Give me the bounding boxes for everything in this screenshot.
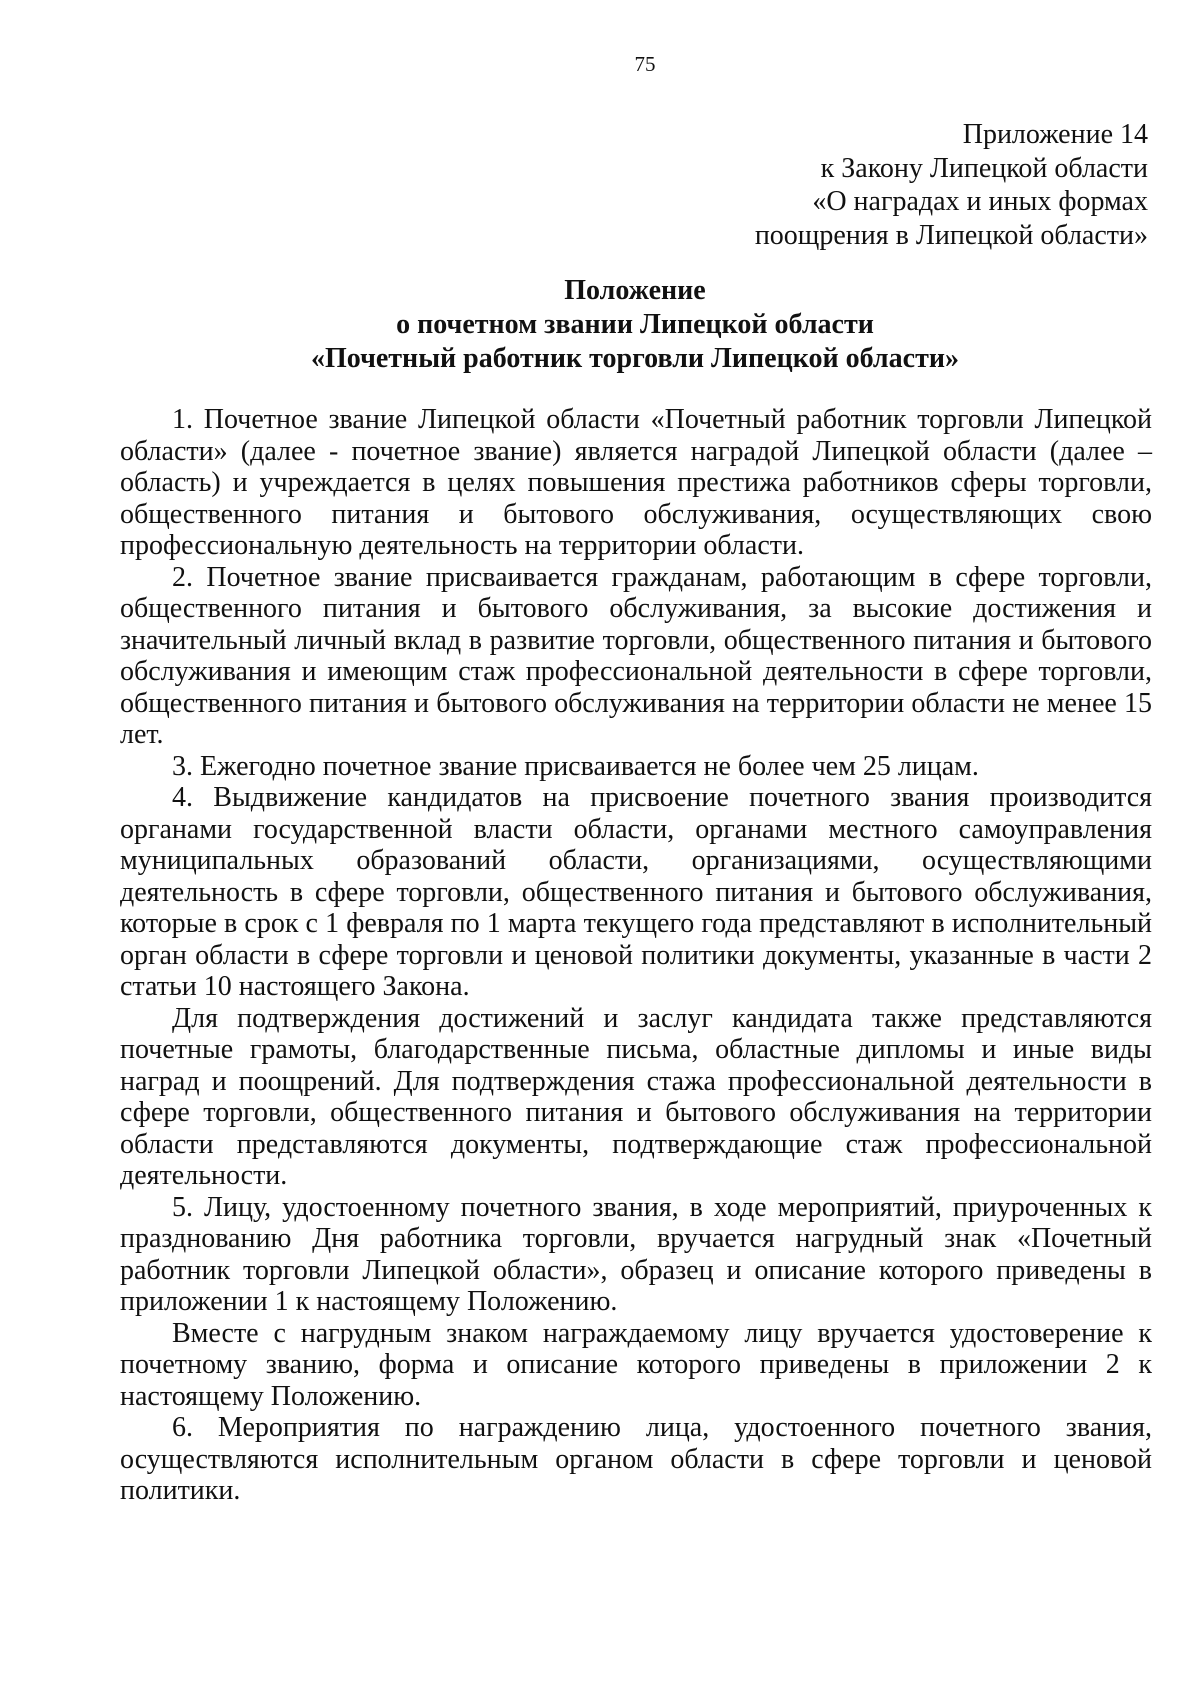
paragraph-5-continued: Вместе с нагрудным знаком награждаемому лицу вручается удостоверение к почетному званию, форма и описание которого приведены в приложении 2 к настоящему Положению. <box>120 1317 1152 1412</box>
document-title <box>120 274 1150 376</box>
paragraph-1: 1. Почетное звание Липецкой области «Почетный работник торговли Липецкой области» (далее - почетное звание) является наградой Липецкой области (далее – область) и учреждается в целях повышения престижа работников сферы торговли, общественного питания и бытового обслуживания, осуществляющих свою профессиональную деятельность на территории области. <box>120 404 1152 561</box>
title-line-3: «Почетный работник торговли Липецкой области» <box>311 343 959 374</box>
page-number: 75 <box>634 52 656 76</box>
document-body <box>120 404 1152 1507</box>
appendix-line-2: к Закону Липецкой области <box>820 152 1148 184</box>
title-line-2: о почетном звании Липецкой области <box>396 309 874 340</box>
paragraph-6: 6. Мероприятия по награждению лица, удостоенного почетного звания, осуществляются исполнительным органом области в сфере торговли и ценовой политики. <box>120 1412 1152 1506</box>
appendix-line-4: поощрения в Липецкой области» <box>754 219 1148 251</box>
title-line-1: Положение <box>564 275 706 306</box>
appendix-line-3: «О наградах и иных формах <box>812 186 1148 217</box>
appendix-reference <box>508 118 1148 252</box>
appendix-line-1: Приложение 14 <box>962 119 1148 150</box>
paragraph-2: 2. Почетное звание присваивается гражданам, работающим в сфере торговли, общественного питания и бытового обслуживания, за высокие достижения и значительный личный вклад в развитие торговли, общественного питания и бытового обслуживания и имеющим стаж профессиональной деятельности в сфере торговли, общественного питания и бытового обслуживания на территории области не менее 15 лет. <box>120 561 1152 750</box>
paragraph-3: 3. Ежегодно почетное звание присваивается не более чем 25 лицам. <box>172 750 979 782</box>
paragraph-4: 4. Выдвижение кандидатов на присвоение почетного звания производится органами государственной власти области, органами местного самоуправления муниципальных образований области, организациями, осуществляющими деятельность в сфере торговли, общественного питания и бытового обслуживания, которые в срок с 1 февраля по 1 марта текущего года представляют в исполнительный орган области в сфере торговли и ценовой политики документы, указанные в части 2 статьи 10 настоящего Закона. <box>120 782 1152 1002</box>
paragraph-4-continued: Для подтверждения достижений и заслуг кандидата также представляются почетные грамоты, благодарственные письма, областные дипломы и иные виды наград и поощрений. Для подтверждения стажа профессиональной деятельности в сфере торговли, общественного питания и бытового обслуживания на территории области представляются документы, подтверждающие стаж профессиональной деятельности. <box>120 1002 1152 1191</box>
paragraph-5: 5. Лицу, удостоенному почетного звания, в ходе мероприятий, приуроченных к празднованию Дня работника торговли, вручается нагрудный знак «Почетный работник торговли Липецкой области», образец и описание которого приведены в приложении 1 к настоящему Положению. <box>120 1191 1152 1317</box>
